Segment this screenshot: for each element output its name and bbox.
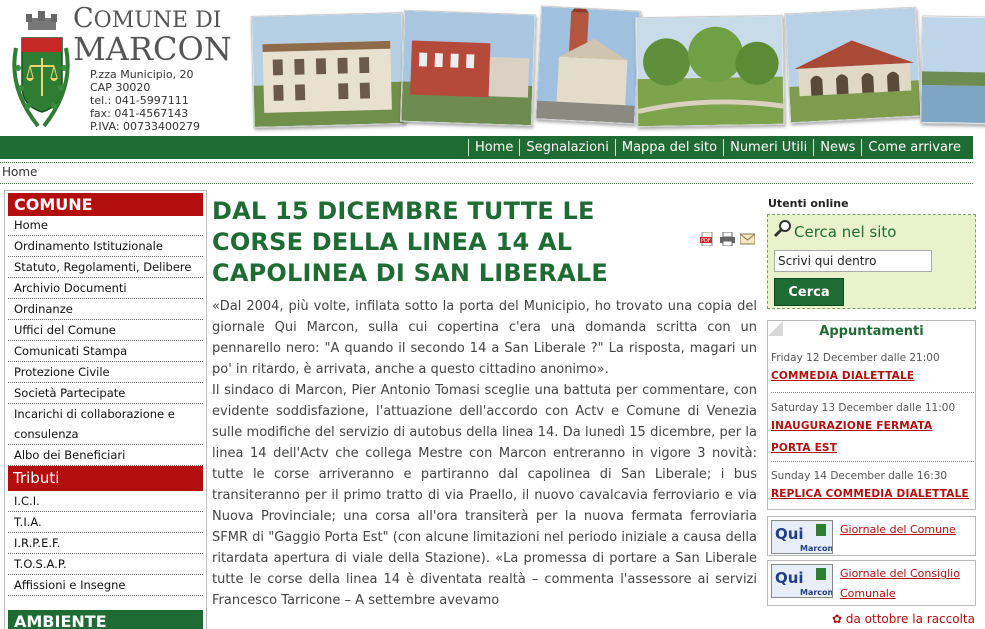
address-fax: fax: 041-4567143 [90,107,189,120]
site-title-line1: COMUNE DI [73,3,222,34]
appuntamento-date: Saturday 13 December dalle 11:00 [771,402,956,414]
nav-segnalazioni[interactable]: Segnalazioni [519,139,615,156]
tributi-section-title: Tributi [8,466,203,491]
menu-item-albo[interactable]: Albo dei Beneficiari [8,445,203,466]
article-title: DAL 15 DICEMBRE TUTTE LE CORSE DELLA LINEA 14 AL CAPOLINEA DI SAN LIBERALE [212,197,608,287]
ambiente-section-title: AMBIENTE [8,610,203,629]
nav-news[interactable]: News [813,139,861,156]
giornale-consiglio-box [767,560,976,606]
appuntamento-date: Sunday 14 December dalle 16:30 [771,470,948,482]
address-street: P.zza Municipio, 20 [90,68,194,81]
menu-item-uffici[interactable]: Uffici del Comune [8,320,203,341]
site-header [0,0,985,136]
menu-item-ici[interactable]: I.C.I. [8,491,203,512]
magnifier-icon [773,219,793,239]
divider [0,183,973,184]
users-online-label: Utenti online [768,197,849,210]
article-body [212,296,757,611]
qui-logo-text: Qui [775,525,804,543]
menu-item-home[interactable]: Home [8,215,203,236]
appuntamento-link[interactable]: COMMEDIA DIALETTALE [771,370,915,382]
top-nav-bar [0,136,973,159]
nav-numeri-utili[interactable]: Numeri Utili [723,139,813,156]
header-photo-park [635,15,785,128]
leaf-icon: ✿ [832,612,843,626]
divider [771,392,974,393]
raccolta-banner[interactable] [832,612,975,626]
email-icon[interactable] [740,232,755,246]
article-paragraph: Il sindaco di Marcon, Pier Antonio Tomasi sceglie una battuta per commentare, con evidente soddisfazione, l'attuazione dell'accordo con Actv e Comune di Venezia sulle modifiche del servizio di autobus della linea 14. Da lunedì 15 dicembre, per la linea 14 dell'Actv che collega Mestre con Marcon entreranno in vigore 3 novità: tutte le corse arriveranno e partiranno dal capolinea di San Liberale; i bus transiteranno per il primo tratto di via Praello, il nuovo cavalcavia ferroviario e via Nuova Provinciale; una corsa all'ora transiterà per la nuova fermata ferroviaria SFMR di "Gaggio Porta Est" (con alcune limitazioni nel periodo iniziale a causa della ritardata apertura di viale della Stazione). «La promessa di portare a San Liberale tutte le corse della linea 14 è diventata realtà – commenta l'assessore ai servizi Francesco Tarricone – A settembre avevamo [212,383,757,608]
nav-home[interactable]: Home [468,139,519,156]
nav-come-arrivare[interactable]: Come arrivare [861,139,967,156]
article-paragraph: «Dal 2004, più volte, infilata sotto la porta del Municipio, ho trovato una copia del giornale Qui Marcon, sulla cui copertina c'era una domanda scritta con un pennarello nero: "A quando il secondo 14 a San Liberale ?" La risposta, magari un po' in ritardo, è arrivata, anche a questo cittadino anonimo». [212,299,757,377]
search-title: Cerca nel sito [794,223,897,241]
address-cap: CAP 30020 [90,81,151,94]
article-tools [700,232,755,246]
appuntamenti-title: Appuntamenti [819,324,924,339]
qui-logo-text: Qui [775,569,804,587]
marcon-logo-text: Marcon [800,544,832,553]
comune-menu [8,215,203,466]
menu-item-societa[interactable]: Società Partecipate [8,383,203,404]
menu-item-comunicati[interactable]: Comunicati Stampa [8,341,203,362]
menu-item-statuto[interactable]: Statuto, Regolamenti, Delibere [8,257,203,278]
menu-item-tosap[interactable]: T.O.S.A.P. [8,554,203,575]
header-photo-church [535,5,641,124]
comune-crest-logo[interactable] [8,8,74,132]
pdf-icon[interactable] [700,232,715,246]
print-icon[interactable] [720,232,735,246]
giornale-comune-box [767,516,976,556]
menu-item-ordinamento[interactable]: Ordinamento Istituzionale [8,236,203,257]
site-title-line2: MARCON [73,30,232,68]
header-photo-barn [784,7,922,124]
menu-item-protezione-civile[interactable]: Protezione Civile [8,362,203,383]
tributi-menu [8,491,203,596]
address-block [90,68,200,133]
raccolta-text: da ottobre la raccolta [845,612,975,626]
menu-item-incarichi[interactable]: Incarichi di collaborazione e consulenza [8,404,203,445]
address-phone: tel.: 041-5997111 [90,94,189,107]
divider [0,162,973,163]
appuntamenti-box [767,320,976,510]
marcon-logo-text: Marcon [800,588,832,597]
svg-text:PDF: PDF [701,238,711,244]
header-photo-factory [400,10,536,127]
nav-mappa-del-sito[interactable]: Mappa del sito [615,139,723,156]
menu-item-ordinanze[interactable]: Ordinanze [8,299,203,320]
appuntamento-item [771,351,974,387]
comune-section-title: COMUNE [8,193,203,216]
breadcrumb[interactable]: Home [2,165,38,179]
search-box [767,214,976,309]
qui-marcon-logo[interactable] [771,520,833,554]
menu-item-tia[interactable]: T.I.A. [8,512,203,533]
appuntamento-item [771,401,974,459]
search-input[interactable] [774,250,932,272]
search-button[interactable]: Cerca [774,278,844,306]
header-photo-river [920,15,985,124]
appuntamento-date: Friday 12 December dalle 21:00 [771,352,940,364]
address-vat: P.IVA: 00733400279 [90,120,200,133]
divider [771,461,974,462]
menu-item-irpef[interactable]: I.R.P.E.F. [8,533,203,554]
appuntamento-item [771,469,974,505]
giornale-comune-link[interactable]: Giornale del Comune [840,523,956,536]
giornale-consiglio-link[interactable]: Giornale del Consiglio Comunale [840,567,960,600]
appuntamento-link[interactable]: INAUGURAZIONE FERMATA PORTA EST [771,420,933,454]
menu-item-archivio[interactable]: Archivio Documenti [8,278,203,299]
qui-marcon-logo[interactable] [771,564,833,598]
appuntamento-link[interactable]: REPLICA COMMEDIA DIALETTALE [771,488,969,500]
menu-item-affissioni[interactable]: Affissioni e Insegne [8,575,203,596]
header-photo-villa [251,12,406,128]
